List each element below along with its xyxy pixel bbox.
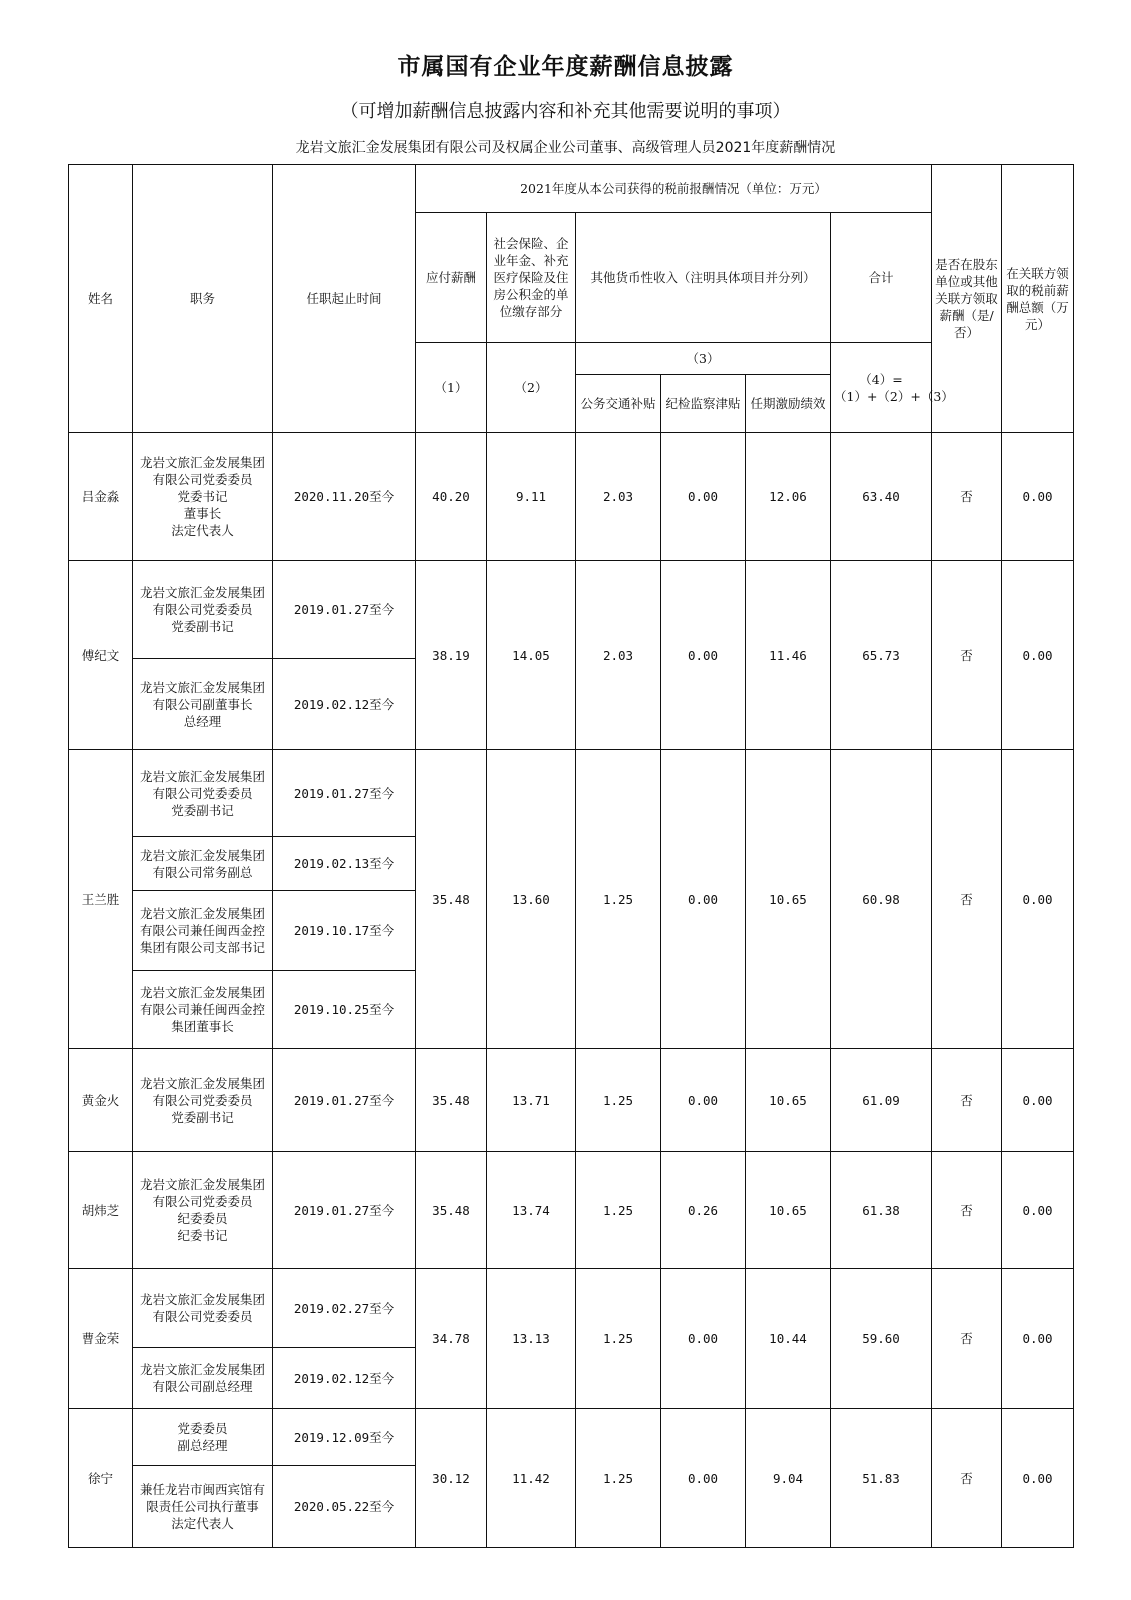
incentive-value: 11.46 bbox=[746, 561, 831, 750]
term-period: 2019.01.27至今 bbox=[273, 561, 416, 659]
term-period: 2019.01.27至今 bbox=[273, 750, 416, 837]
social-value: 13.74 bbox=[487, 1152, 576, 1269]
person-name: 傅纪文 bbox=[69, 561, 133, 750]
related-total-value: 0.00 bbox=[1002, 750, 1074, 1049]
total-value: 61.38 bbox=[831, 1152, 932, 1269]
related-flag: 否 bbox=[932, 1409, 1002, 1548]
header-incentive: 任期激励绩效 bbox=[746, 375, 831, 433]
related-total-value: 0.00 bbox=[1002, 1049, 1074, 1152]
incentive-value: 10.65 bbox=[746, 750, 831, 1049]
related-flag: 否 bbox=[932, 433, 1002, 561]
term-period: 2019.12.09至今 bbox=[273, 1409, 416, 1466]
header-total: 合计 bbox=[831, 213, 932, 343]
position-title: 龙岩文旅汇金发展集团有限公司兼任闽西金控集团有限公司支部书记 bbox=[133, 891, 273, 971]
person-name: 曹金荣 bbox=[69, 1269, 133, 1409]
social-value: 13.60 bbox=[487, 750, 576, 1049]
payable-value: 35.48 bbox=[416, 1049, 487, 1152]
social-value: 9.11 bbox=[487, 433, 576, 561]
incentive-value: 10.65 bbox=[746, 1152, 831, 1269]
header-payable: 应付薪酬 bbox=[416, 213, 487, 343]
social-value: 13.13 bbox=[487, 1269, 576, 1409]
term-period: 2019.02.12至今 bbox=[273, 659, 416, 750]
discipline-value: 0.00 bbox=[661, 1409, 746, 1548]
position-title: 兼任龙岩市闽西宾馆有限责任公司执行董事 法定代表人 bbox=[133, 1466, 273, 1548]
related-total-value: 0.00 bbox=[1002, 1152, 1074, 1269]
table-row bbox=[69, 561, 1074, 659]
payable-value: 38.19 bbox=[416, 561, 487, 750]
header-other: 其他货币性收入（注明具体项目并分列） bbox=[576, 213, 831, 343]
term-period: 2019.10.25至今 bbox=[273, 971, 416, 1049]
person-name: 黄金火 bbox=[69, 1049, 133, 1152]
related-flag: 否 bbox=[932, 1049, 1002, 1152]
position-title: 龙岩文旅汇金发展集团有限公司党委委员 纪委委员 纪委书记 bbox=[133, 1152, 273, 1269]
total-value: 59.60 bbox=[831, 1269, 932, 1409]
header-term: 任职起止时间 bbox=[273, 165, 416, 433]
term-period: 2019.02.13至今 bbox=[273, 837, 416, 891]
term-period: 2019.01.27至今 bbox=[273, 1152, 416, 1269]
header-related: 是否在股东单位或其他关联方领取 薪酬（是/否） bbox=[932, 165, 1002, 433]
total-value: 60.98 bbox=[831, 750, 932, 1049]
related-flag: 否 bbox=[932, 750, 1002, 1049]
header-name: 姓名 bbox=[69, 165, 133, 433]
table-row bbox=[69, 1409, 1074, 1466]
person-name: 胡炜芝 bbox=[69, 1152, 133, 1269]
header-transport: 公务交通补贴 bbox=[576, 375, 661, 433]
total-value: 63.40 bbox=[831, 433, 932, 561]
header-n1: （1） bbox=[416, 343, 487, 433]
transport-value: 1.25 bbox=[576, 1049, 661, 1152]
social-value: 13.71 bbox=[487, 1049, 576, 1152]
social-value: 14.05 bbox=[487, 561, 576, 750]
transport-value: 1.25 bbox=[576, 750, 661, 1049]
related-total-value: 0.00 bbox=[1002, 561, 1074, 750]
term-period: 2019.01.27至今 bbox=[273, 1049, 416, 1152]
header-group: 2021年度从本公司获得的税前报酬情况（单位：万元） bbox=[416, 165, 932, 213]
person-name: 吕金淼 bbox=[69, 433, 133, 561]
position-title: 龙岩文旅汇金发展集团有限公司常务副总 bbox=[133, 837, 273, 891]
table-row bbox=[69, 1049, 1074, 1152]
payable-value: 30.12 bbox=[416, 1409, 487, 1548]
payable-value: 35.48 bbox=[416, 1152, 487, 1269]
term-period: 2019.10.17至今 bbox=[273, 891, 416, 971]
transport-value: 1.25 bbox=[576, 1269, 661, 1409]
related-flag: 否 bbox=[932, 1152, 1002, 1269]
position-title: 龙岩文旅汇金发展集团有限公司党委委员 党委书记 董事长 法定代表人 bbox=[133, 433, 273, 561]
discipline-value: 0.26 bbox=[661, 1152, 746, 1269]
term-period: 2020.05.22至今 bbox=[273, 1466, 416, 1548]
transport-value: 1.25 bbox=[576, 1409, 661, 1548]
position-title: 龙岩文旅汇金发展集团有限公司副董事长 总经理 bbox=[133, 659, 273, 750]
incentive-value: 12.06 bbox=[746, 433, 831, 561]
incentive-value: 10.44 bbox=[746, 1269, 831, 1409]
position-title: 龙岩文旅汇金发展集团有限公司党委委员 党委副书记 bbox=[133, 750, 273, 837]
social-value: 11.42 bbox=[487, 1409, 576, 1548]
discipline-value: 0.00 bbox=[661, 1269, 746, 1409]
term-period: 2019.02.27至今 bbox=[273, 1269, 416, 1348]
transport-value: 1.25 bbox=[576, 1152, 661, 1269]
discipline-value: 0.00 bbox=[661, 750, 746, 1049]
document-subtitle: （可增加薪酬信息披露内容和补充其他需要说明的事项） bbox=[340, 101, 791, 122]
header-related-total: 在关联方领取的税前薪酬总额（万元） bbox=[1002, 165, 1074, 433]
discipline-value: 0.00 bbox=[661, 433, 746, 561]
position-title: 龙岩文旅汇金发展集团有限公司党委委员 党委副书记 bbox=[133, 561, 273, 659]
position-title: 龙岩文旅汇金发展集团有限公司党委委员 bbox=[133, 1269, 273, 1348]
table-row bbox=[69, 1152, 1074, 1269]
position-title: 龙岩文旅汇金发展集团有限公司兼任闽西金控集团董事长 bbox=[133, 971, 273, 1049]
related-total-value: 0.00 bbox=[1002, 433, 1074, 561]
total-value: 65.73 bbox=[831, 561, 932, 750]
header-position: 职务 bbox=[133, 165, 273, 433]
transport-value: 2.03 bbox=[576, 561, 661, 750]
payable-value: 40.20 bbox=[416, 433, 487, 561]
position-title: 龙岩文旅汇金发展集团有限公司副总经理 bbox=[133, 1348, 273, 1409]
table-row bbox=[69, 1269, 1074, 1348]
table-row bbox=[69, 433, 1074, 561]
discipline-value: 0.00 bbox=[661, 561, 746, 750]
incentive-value: 10.65 bbox=[746, 1049, 831, 1152]
related-flag: 否 bbox=[932, 1269, 1002, 1409]
person-name: 王兰胜 bbox=[69, 750, 133, 1049]
related-total-value: 0.00 bbox=[1002, 1409, 1074, 1548]
table-caption: 龙岩文旅汇金发展集团有限公司及权属企业公司董事、高级管理人员2021年度薪酬情况 bbox=[295, 140, 836, 156]
transport-value: 2.03 bbox=[576, 433, 661, 561]
related-flag: 否 bbox=[932, 561, 1002, 750]
position-title: 龙岩文旅汇金发展集团有限公司党委委员 党委副书记 bbox=[133, 1049, 273, 1152]
payable-value: 35.48 bbox=[416, 750, 487, 1049]
compensation-table bbox=[68, 164, 1074, 1548]
header-n4: （4）=（1）+（2）+（3） bbox=[831, 343, 932, 433]
discipline-value: 0.00 bbox=[661, 1049, 746, 1152]
document-title: 市属国有企业年度薪酬信息披露 bbox=[397, 54, 734, 80]
term-period: 2020.11.20至今 bbox=[273, 433, 416, 561]
header-discipline: 纪检监察津贴 bbox=[661, 375, 746, 433]
incentive-value: 9.04 bbox=[746, 1409, 831, 1548]
table-row bbox=[69, 750, 1074, 837]
term-period: 2019.02.12至今 bbox=[273, 1348, 416, 1409]
person-name: 徐宁 bbox=[69, 1409, 133, 1548]
header-n2: （2） bbox=[487, 343, 576, 433]
total-value: 51.83 bbox=[831, 1409, 932, 1548]
header-n3: （3） bbox=[576, 343, 831, 375]
header-social: 社会保险、企业年金、补充医疗保险及住房公积金的单位缴存部分 bbox=[487, 213, 576, 343]
total-value: 61.09 bbox=[831, 1049, 932, 1152]
related-total-value: 0.00 bbox=[1002, 1269, 1074, 1409]
payable-value: 34.78 bbox=[416, 1269, 487, 1409]
position-title: 党委委员 副总经理 bbox=[133, 1409, 273, 1466]
